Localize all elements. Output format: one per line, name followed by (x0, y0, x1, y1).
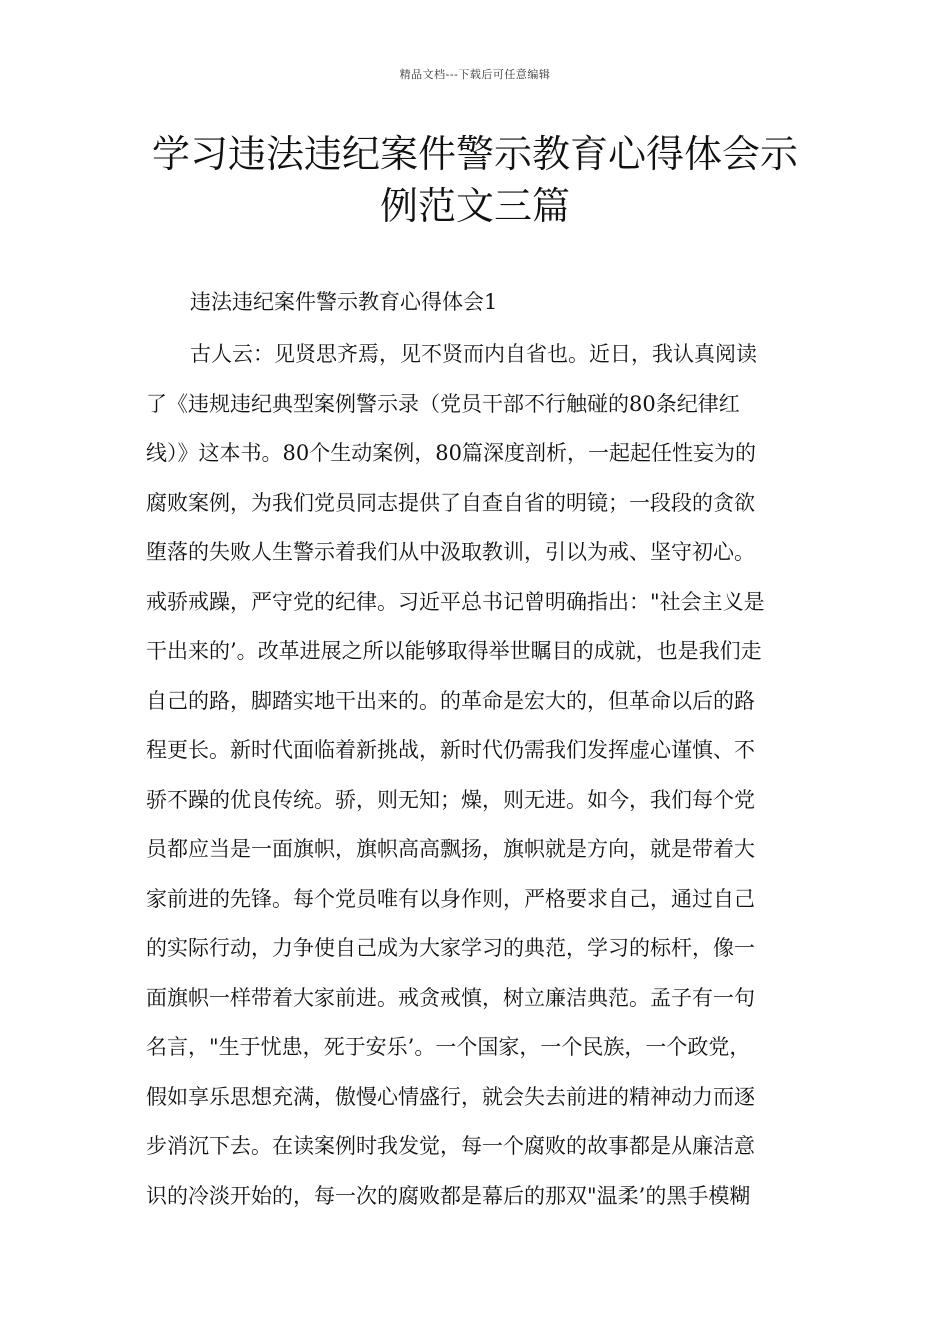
text-line: 步消沉下去。在读案例时我发觉，每一个腐败的故事都是从廉洁意 (146, 1134, 755, 1158)
text-line: 戒骄戒躁，严守党的纪律。习近平总书记曾明确指出："社会主义是 (146, 589, 765, 614)
text-line: 骄不躁的优良传统。骄，则无知；燥，则无进。如今，我们每个党 (146, 787, 755, 812)
text-line: 古人云：见贤思齐焉，见不贤而内自省也。近日，我认真阅读 (190, 342, 757, 366)
title-line-1: 学习违法违纪案件警示教育心得体会示 (151, 132, 798, 176)
text-line: 线）》这本书。80个生动案例，80篇深度剖析，一起起任性妄为的 (146, 441, 756, 465)
text-line: 干出来的’。改革进展之所以能够取得举世瞩目的成就，也是我们走 (146, 639, 762, 663)
title-line-2: 例范文三篇 (379, 184, 570, 228)
text-line: 识的冷淡开始的，每一次的腐败都是幕后的那双"温柔’的黑手模糊 (146, 1183, 751, 1208)
header-note: 精品文档---下载后可任意编辑 (399, 68, 551, 81)
text-line: 程更长。新时代面临着新挑战，新时代仍需我们发挥虚心谨慎、不 (146, 738, 755, 762)
text-line: 员都应当是一面旗帜，旗帜高高飘扬，旗帜就是方向，就是带着大 (146, 837, 755, 861)
body-paragraph (146, 330, 810, 1221)
text-line: 了《违规违纪典型案例警示录（党员干部不行触碰的80条纪律红 (146, 391, 740, 416)
text-line: 面旗帜一样带着大家前进。戒贪戒慎，树立廉洁典范。孟子有一句 (146, 985, 755, 1010)
text-line: 家前进的先锋。每个党员唯有以身作则，严格要求自己，通过自己 (146, 886, 755, 911)
text-line: 自己的路，脚踏实地干出来的。的革命是宏大的，但革命以后的路 (146, 688, 755, 713)
text-line: 的实际行动，力争使自己成为大家学习的典范，学习的标杆，像一 (146, 936, 755, 960)
text-line: 假如享乐思想充满，傲慢心情盛行，就会失去前进的精神动力而逐 (146, 1084, 755, 1109)
section-heading: 违法违纪案件警示教育心得体会1 (190, 290, 498, 314)
text-line: 名言，"生于忧患，死于安乐’。一个国家，一个民族，一个政党， (146, 1035, 751, 1059)
text-line: 堕落的失败人生警示着我们从中汲取教训，引以为戒、坚守初心。 (146, 540, 755, 564)
text-line: 腐败案例，为我们党员同志提供了自查自省的明镜；一段段的贪欲 (146, 490, 755, 515)
page-title (120, 128, 830, 232)
